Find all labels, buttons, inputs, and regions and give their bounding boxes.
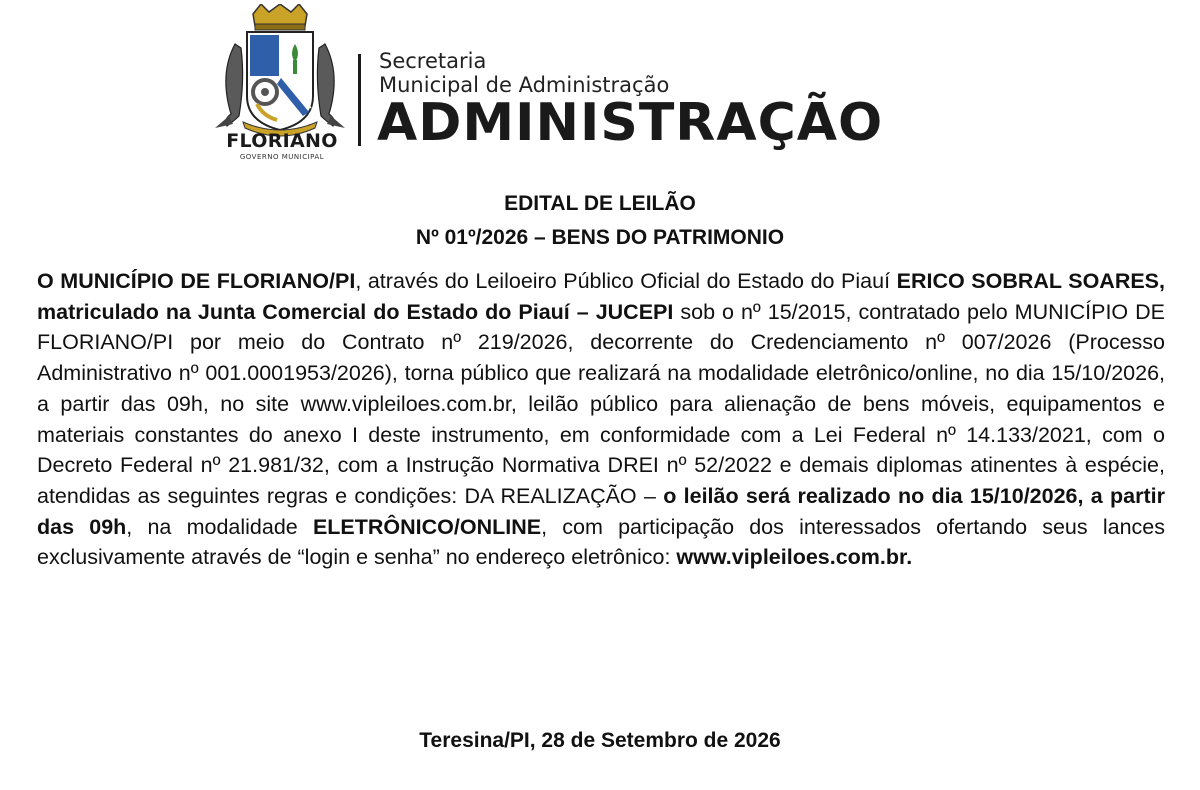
body-bold-date: o leilão será realizado no dia 15/10/2026, a partir das 09h: [37, 483, 1165, 539]
crest-subtitle: GOVERNO MUNICIPAL: [239, 153, 325, 161]
org-name-line1: Secretaria: [379, 49, 487, 73]
body-text-segment: , na modalidade: [126, 514, 313, 539]
edital-body-paragraph: [37, 266, 1165, 573]
header-logo-block: [205, 4, 1005, 164]
header-divider: [358, 54, 361, 146]
document-title: EDITAL DE LEILÃO: [504, 192, 696, 215]
org-name-line2: Municipal de Administração: [379, 73, 670, 97]
body-text-segment: , com participação dos interessados ofertando seus lances exclusivamente através de “login e senha” no endereço eletrônico:: [37, 514, 1165, 570]
body-text-segment: , através do Leiloeiro Público Oficial do Estado do Piauí: [355, 269, 897, 293]
body-bold-municipio: O MUNICÍPIO DE FLORIANO/PI: [37, 269, 356, 293]
signature-date: Teresina/PI, 28 de Setembro de 2026: [419, 729, 781, 752]
body-bold-website: www.vipleiloes.com.br.: [676, 545, 913, 570]
document-subtitle: Nº 01º/2026 – BENS DO PATRIMONIO: [415, 226, 785, 249]
body-bold-modality: ELETRÔNICO/ONLINE: [312, 514, 542, 539]
body-text-segment: sob o nº 15/2015, contratado pelo MUNICÍPIO DE FLORIANO/PI por meio do Contrato nº 219/2026, decorrente do Credenciamento nº 007/2026 (Processo Administrativo nº 001.0001953/2026), torna público que realizará na modalidade eletrônico/online, no dia 15/10/2026, a partir das 09h, no site www.vipleiloes.com.br, leilão público para alienação de bens móveis, equipamentos e materiais constantes do anexo I deste instrumento, em conformidade com a Lei Federal nº 14.133/2021, com o Decreto Federal nº 21.981/32, com a Instrução Normativa DREI nº 52/2022 e demais diplomas atinentes à espécie, atendidas as seguintes regras e condições: DA REALIZAÇÃO –: [37, 299, 1165, 508]
body-bold-leiloeiro: ERICO SOBRAL SOARES, matriculado na Junta Comercial do Estado do Piauí – JUCEPI: [37, 269, 1165, 324]
crest-city-name: FLORIANO: [226, 130, 338, 152]
org-department-title: ADMINISTRAÇÃO: [377, 93, 884, 153]
